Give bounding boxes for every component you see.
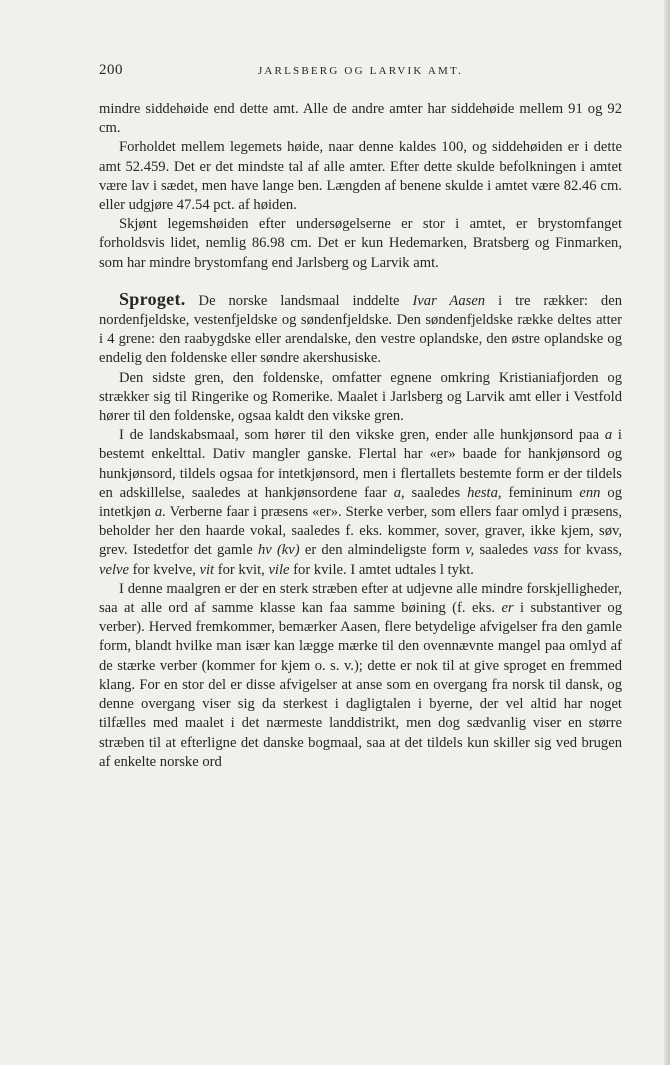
paragraph-7: I denne maalgren er der en sterk stræben efter at udjevne alle mindre forskjelligheder, saa at alle ord af samme klasse kan faa samme bøining (f. eks. er i substantiver og verber). Herved fremkommer, bemærker Aasen, flere betydelige afvigelser fra den gamle form, blandt hvilke man især kan lægge mærke til den ovennævnte mangel paa omlyd af de stærke verber (kommer for kjem o. s. v.); dette er nok til at give sproget en fremmed klang. For en stor del er disse afvigelser at anse som en overgang fra norsk til dansk, og denne overgang viser sig da sterkest i dagligtalen i byerne, der vel altid har noget tilfælles med maalet i det nærmeste landdistrikt, men dog sædvanlig viser en større stræben til at efterligne det danske bogmaal, saa at det tildels kun skiller sig ved brugen af enkelte norske ord bbox=[99, 580, 622, 770]
page-edge bbox=[664, 0, 670, 1065]
section-heading: Sproget. bbox=[119, 288, 186, 309]
paragraph-5: Den sidste gren, den foldenske, omfatter egnene omkring Kristianiafjorden og strækker sig til Ringerike og Romerike. Maalet i Jarlsberg og Larvik amt eller i Vestfold hører til den foldenske, ogsaa kaldt den vikske gren. bbox=[99, 369, 622, 425]
page-number: 200 bbox=[99, 62, 123, 78]
paragraph-3: Skjønt legemshøiden efter undersøgelserne er stor i amtet, er brystomfanget forholdsvis lidet, nemlig 86.98 cm. Det er kun Hedemarken, Bratsberg og Finmarken, som har mindre brystomfang end Jarlsberg og Larvik amt. bbox=[99, 216, 622, 271]
running-title: JARLSBERG OG LARVIK AMT. bbox=[257, 65, 464, 77]
paragraph-2: Forholdet mellem legemets høide, naar denne kaldes 100, og siddehøiden er i dette amt 52.459. Det er det mindste tal af alle amter. Efter dette skulde befolkningen i amtet være lav i sædet, men have lange ben. Længden af benene skulde i amtet være 82.46 cm. eller udgjøre 47.54 pct. af høiden. bbox=[99, 139, 622, 214]
page-header bbox=[99, 62, 622, 84]
paragraph-sproget: Sproget. De norske landsmaal inddelte Ivar Aasen i tre rækker: den nordenfjeldske, vestenfjeldske og søndenfjeldske. Den søndenfjeldske række deltes atter i 4 grene: den raabygdske eller arendalske, den vestre oplandske, den østre oplandske og endelig den foldenske eller søndre akershusiske. bbox=[99, 288, 623, 367]
page-body bbox=[99, 100, 622, 772]
paragraph-1: mindre siddehøide end dette amt. Alle de andre amter har siddehøide mellem 91 og 92 cm. bbox=[99, 101, 622, 137]
paragraph-6: I de landskabsmaal, som hører til den vikske gren, ender alle hunkjønsord paa a i bestemt enkelttal. Dativ mangler ganske. Flertal har «er» baade for hankjønsord og hunkjønsord, tildels ogsaa for intetkjønsord, men i flertallets bestemte form er der tildels en adskillelse, saaledes at hankjønsordene faar a, saaledes hesta, femininum enn og intetkjøn a. Verberne faar i præsens «er». Sterke verber, som ellers faar omlyd i præsens, beholder her den haarde vokal, saaledes f. eks. kommer, sover, graver, ikke kjem, søv, grev. Istedetfor det gamle hv (kv) er den almindeligste form v, saaledes vass for kvass, velve for kvelve, vit for kvit, vile for kvile. I amtet udtales l tykt. bbox=[99, 427, 623, 578]
